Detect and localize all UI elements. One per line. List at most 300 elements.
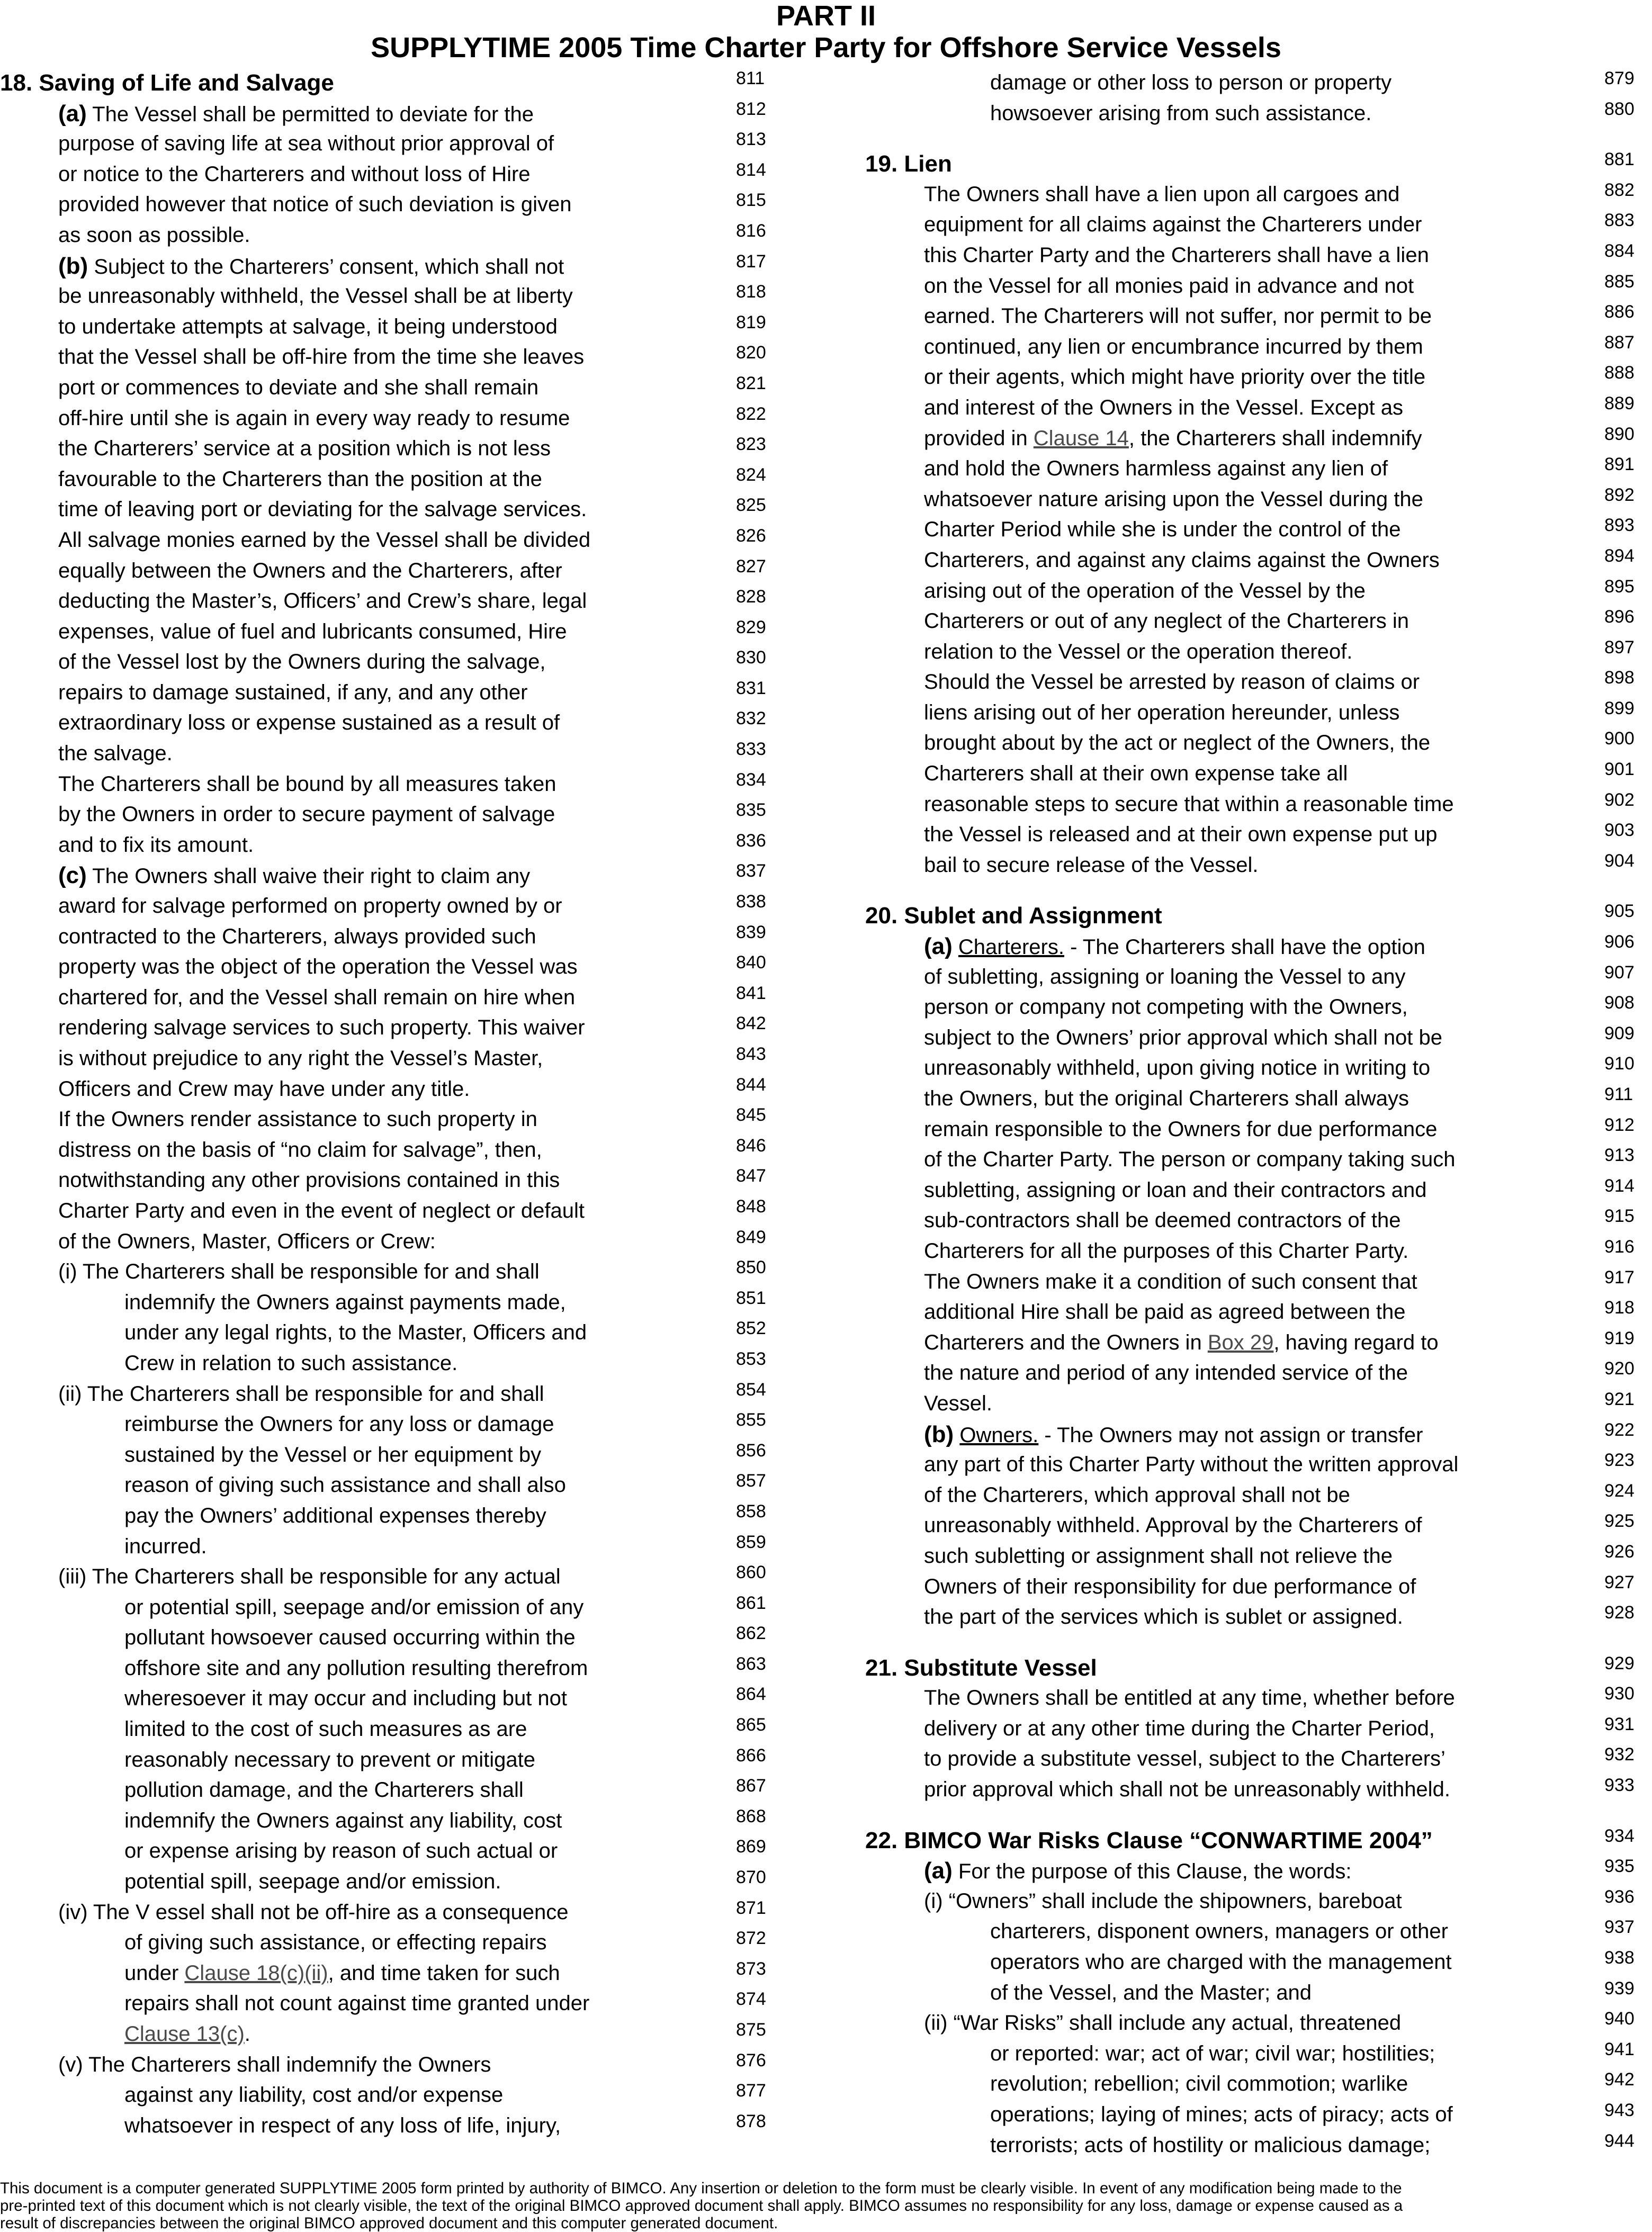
line-body: continued, any lien or encumbrance incurred by them xyxy=(924,335,1423,358)
line-text xyxy=(124,1440,541,1471)
line-number: 905 xyxy=(1604,901,1635,922)
text-line xyxy=(0,281,773,312)
text-line xyxy=(863,759,1652,789)
clause-reference-link[interactable]: Clause 13(c) xyxy=(124,2022,245,2046)
text-line xyxy=(863,606,1652,637)
line-number: 922 xyxy=(1604,1419,1635,1440)
line-number: 859 xyxy=(736,1532,766,1552)
text-line xyxy=(0,1684,773,1714)
line-text xyxy=(924,789,1454,820)
line-text xyxy=(924,931,1425,963)
line-text xyxy=(924,1714,1435,1744)
line-text xyxy=(124,1745,535,1776)
line-body: incurred. xyxy=(124,1534,207,1558)
line-body: delivery or at any other time during the Charter Period, xyxy=(924,1716,1435,1740)
line-text xyxy=(924,962,1406,993)
subclause-label: (a) xyxy=(924,1858,953,1884)
text-line xyxy=(0,1074,773,1105)
line-body: on the Vessel for all monies paid in advance and not xyxy=(924,274,1414,298)
line-text xyxy=(124,1501,546,1532)
line-body: unreasonably withheld, upon giving notice in writing to xyxy=(924,1056,1431,1080)
footer-disclaimer xyxy=(0,2180,1652,2232)
line-body: Charter Period while she is under the control of the xyxy=(924,518,1401,542)
text-line xyxy=(0,1227,773,1257)
text-line xyxy=(0,1043,773,1074)
underlined-term: Charterers. xyxy=(958,935,1064,959)
line-text xyxy=(990,1978,1312,2009)
line-body: distress on the basis of “no claim for salvage”, then, xyxy=(58,1138,542,1162)
line-body: as soon as possible. xyxy=(58,223,250,247)
line-number: 903 xyxy=(1604,820,1635,841)
line-number: 919 xyxy=(1604,1328,1635,1348)
text-line xyxy=(0,1714,773,1745)
text-line xyxy=(863,362,1652,393)
line-text xyxy=(865,1653,1097,1684)
text-line xyxy=(0,1135,773,1166)
line-text xyxy=(58,830,254,861)
line-text xyxy=(924,1328,1439,1358)
text-line xyxy=(863,1744,1652,1775)
line-body: For the purpose of this Clause, the words: xyxy=(958,1860,1352,1884)
line-text xyxy=(58,494,587,525)
line-text xyxy=(924,1886,1402,1917)
line-body: The Vessel shall be permitted to deviate for the xyxy=(92,102,534,126)
line-number: 941 xyxy=(1604,2039,1635,2059)
line-number: 813 xyxy=(736,129,766,150)
line-text xyxy=(990,2039,1435,2069)
line-body: time of leaving port or deviating for the salvage services. xyxy=(58,498,587,521)
line-number: 816 xyxy=(736,220,766,241)
line-number: 910 xyxy=(1604,1054,1635,1074)
line-body: the Charterers’ service at a position which is not less xyxy=(58,437,551,461)
line-text xyxy=(124,1318,587,1348)
line-number: 939 xyxy=(1604,1978,1635,1999)
text-line xyxy=(863,1856,1652,1886)
line-text xyxy=(58,556,562,587)
line-text xyxy=(924,2008,1401,2039)
line-number: 818 xyxy=(736,282,766,302)
line-text xyxy=(990,2130,1430,2161)
text-line xyxy=(0,373,773,403)
text-line xyxy=(0,129,773,159)
text-line xyxy=(0,2080,773,2111)
clause-reference-link[interactable]: Box 29 xyxy=(1207,1330,1274,1354)
line-number: 862 xyxy=(736,1623,766,1644)
text-line xyxy=(863,1175,1652,1206)
line-number: 833 xyxy=(736,739,766,760)
line-text xyxy=(58,647,546,678)
text-line xyxy=(863,1602,1652,1633)
line-body: The Owners shall waive their right to claim any xyxy=(92,865,531,888)
text-line xyxy=(863,210,1652,240)
text-line xyxy=(863,1683,1652,1714)
text-line xyxy=(863,332,1652,363)
line-number: 849 xyxy=(736,1227,766,1247)
line-number: 843 xyxy=(736,1044,766,1064)
line-text xyxy=(124,1836,558,1867)
line-number: 888 xyxy=(1604,363,1635,383)
line-number: 933 xyxy=(1604,1775,1635,1796)
line-number: 827 xyxy=(736,556,766,577)
line-text xyxy=(924,454,1388,484)
text-line xyxy=(0,2019,773,2050)
line-text xyxy=(124,1775,524,1806)
line-text xyxy=(990,98,1371,129)
line-number: 832 xyxy=(736,708,766,729)
line-text xyxy=(58,769,556,800)
text-line xyxy=(0,1928,773,1958)
line-text xyxy=(924,820,1438,850)
line-text xyxy=(924,1389,992,1419)
line-number: 865 xyxy=(736,1715,766,1735)
line-number: 855 xyxy=(736,1410,766,1430)
text-line xyxy=(0,98,773,129)
text-line xyxy=(863,271,1652,302)
line-body: provided in xyxy=(924,426,1034,450)
text-line xyxy=(863,301,1652,332)
line-text xyxy=(924,1510,1422,1541)
line-text xyxy=(124,1867,501,1897)
line-body: Charterers or out of any neglect of the Charterers in xyxy=(924,609,1409,633)
line-text xyxy=(924,545,1440,576)
text-line xyxy=(0,1440,773,1471)
line-number: 917 xyxy=(1604,1267,1635,1288)
line-body: and to fix its amount. xyxy=(58,833,254,857)
text-line xyxy=(0,403,773,434)
line-number: 926 xyxy=(1604,1541,1635,1562)
line-body: prior approval which shall not be unreasonably withheld. xyxy=(924,1778,1450,1802)
line-body: any part of this Charter Party without the written approval xyxy=(924,1453,1459,1477)
text-line xyxy=(863,393,1652,424)
line-text xyxy=(924,1856,1352,1887)
line-text xyxy=(924,1775,1450,1805)
line-text xyxy=(58,98,534,130)
line-body: under any legal rights, to the Master, Officers and xyxy=(124,1321,587,1345)
line-body: The Owners make it a condition of such consent that xyxy=(924,1270,1417,1293)
line-body: of the Charter Party. The person or company taking such xyxy=(924,1148,1456,1172)
line-text xyxy=(924,240,1429,271)
line-body: potential spill, seepage and/or emission. xyxy=(124,1870,501,1894)
line-text xyxy=(58,678,527,708)
line-number: 924 xyxy=(1604,1480,1635,1501)
text-line xyxy=(0,586,773,617)
line-body: Charterers and the Owners in xyxy=(924,1330,1208,1354)
line-text xyxy=(924,393,1403,424)
line-body-continued: - The Charterers shall have the option xyxy=(1064,935,1425,959)
text-line xyxy=(0,1288,773,1318)
text-line xyxy=(863,1205,1652,1236)
line-number: 811 xyxy=(736,68,765,88)
line-number: 890 xyxy=(1604,424,1635,444)
line-body: of giving such assistance, or effecting repairs xyxy=(124,1931,547,1955)
line-number: 819 xyxy=(736,312,766,332)
line-body: or expense arising by reason of such actual or xyxy=(124,1839,558,1863)
text-line xyxy=(0,1867,773,1897)
text-line xyxy=(0,799,773,830)
line-body: indemnify the Owners against payments made, xyxy=(124,1290,566,1314)
text-line xyxy=(0,1379,773,1410)
line-number: 928 xyxy=(1604,1603,1635,1623)
line-text xyxy=(58,922,536,952)
text-line xyxy=(0,1348,773,1379)
clause-reference-link[interactable]: Clause 18(c)(ii) xyxy=(184,1961,328,1985)
line-number: 851 xyxy=(736,1288,766,1308)
line-number: 900 xyxy=(1604,728,1635,749)
text-line xyxy=(863,1419,1652,1450)
line-body: notwithstanding any other provisions contained in this xyxy=(58,1168,560,1192)
line-text xyxy=(990,2069,1408,2100)
line-body: operations; laying of mines; acts of piracy; acts of xyxy=(990,2103,1453,2126)
text-line xyxy=(0,1897,773,1928)
line-text xyxy=(124,2019,250,2050)
line-number: 853 xyxy=(736,1348,766,1369)
line-number: 944 xyxy=(1604,2130,1635,2151)
line-body: against any liability, cost and/or expense xyxy=(124,2083,504,2107)
text-line xyxy=(0,769,773,800)
line-number: 837 xyxy=(736,861,766,881)
line-body: Officers and Crew may have under any title. xyxy=(58,1077,470,1101)
line-number: 838 xyxy=(736,892,766,912)
line-text xyxy=(865,1825,1433,1856)
line-body: Charterers shall at their own expense take all xyxy=(924,762,1348,786)
text-line xyxy=(0,678,773,708)
text-line xyxy=(0,1958,773,1989)
line-body: this Charter Party and the Charterers shall have a lien xyxy=(924,243,1429,267)
line-text xyxy=(58,1227,436,1257)
text-line xyxy=(0,1592,773,1623)
line-text xyxy=(58,190,571,220)
line-text xyxy=(990,68,1391,98)
line-number: 927 xyxy=(1604,1572,1635,1592)
text-line xyxy=(0,1562,773,1592)
line-body: the salvage. xyxy=(58,742,173,766)
line-text xyxy=(924,667,1420,698)
line-number: 854 xyxy=(736,1379,766,1400)
line-body: liens arising out of her operation hereunder, unless xyxy=(924,700,1400,724)
line-text xyxy=(924,1358,1408,1389)
line-body: howsoever arising from such assistance. xyxy=(990,101,1372,125)
line-text xyxy=(58,983,575,1013)
line-number: 898 xyxy=(1604,668,1635,688)
line-number: 847 xyxy=(736,1166,766,1186)
line-body: by the Owners in order to secure payment of salvage xyxy=(58,803,555,826)
line-number: 886 xyxy=(1604,302,1635,322)
line-number: 844 xyxy=(736,1074,766,1095)
line-body: rendering salvage services to such property. This waiver xyxy=(58,1016,585,1040)
line-body: or their agents, which might have priority over the title xyxy=(924,365,1426,389)
line-body: 22. BIMCO War Risks Clause “CONWARTIME 2004” xyxy=(865,1827,1433,1853)
line-text xyxy=(924,1175,1426,1206)
text-line xyxy=(863,1714,1652,1744)
text-line xyxy=(863,424,1652,454)
line-text xyxy=(58,312,558,343)
line-body: port or commences to deviate and she shall remain xyxy=(58,375,539,399)
line-text xyxy=(924,210,1422,240)
line-number: 884 xyxy=(1604,240,1635,261)
line-body: Owners of their responsibility for due performance of xyxy=(924,1574,1416,1598)
text-line xyxy=(0,1836,773,1867)
text-line xyxy=(863,1328,1652,1358)
line-body: (ii) The Charterers shall be responsible for and shall xyxy=(58,1382,544,1406)
line-text xyxy=(58,708,560,739)
line-body: award for salvage performed on property owned by or xyxy=(58,894,562,918)
line-body: (ii) “War Risks” shall include any actual, threatened xyxy=(924,2011,1402,2035)
line-text xyxy=(58,373,538,403)
clause-reference-link[interactable]: Clause 14 xyxy=(1033,426,1129,450)
line-text xyxy=(58,251,564,283)
text-line xyxy=(863,2069,1652,2100)
line-text xyxy=(924,606,1409,637)
text-line xyxy=(863,789,1652,820)
line-text xyxy=(58,281,573,312)
line-text xyxy=(924,1572,1416,1603)
line-number: 871 xyxy=(736,1897,766,1918)
line-text xyxy=(124,1928,546,1958)
line-body: sustained by the Vessel or her equipment by xyxy=(124,1443,542,1466)
text-line xyxy=(0,220,773,251)
line-text xyxy=(924,1084,1409,1114)
text-line xyxy=(863,1510,1652,1541)
line-number: 901 xyxy=(1604,759,1635,780)
line-body: Charterers, and against any claims against the Owners xyxy=(924,548,1440,572)
line-body: Charter Party and even in the event of neglect or default xyxy=(58,1199,585,1222)
text-line xyxy=(0,983,773,1013)
line-text xyxy=(924,1602,1403,1633)
line-text xyxy=(124,1714,527,1745)
text-line xyxy=(863,1358,1652,1389)
line-text xyxy=(924,1450,1458,1480)
text-line xyxy=(863,1084,1652,1114)
line-text xyxy=(924,515,1401,545)
line-text xyxy=(124,1470,566,1501)
line-number: 823 xyxy=(736,434,766,455)
line-body: (i) The Charterers shall be responsible for and shall xyxy=(58,1260,540,1284)
line-number: 942 xyxy=(1604,2069,1635,2090)
text-line xyxy=(0,2111,773,2141)
text-line xyxy=(863,1389,1652,1419)
line-text xyxy=(58,2050,491,2081)
line-number: 908 xyxy=(1604,993,1635,1013)
text-line xyxy=(863,240,1652,271)
text-line xyxy=(0,952,773,983)
line-body: chartered for, and the Vessel shall remain on hire when xyxy=(58,985,576,1009)
footer-line: This document is a computer generated SUPPLYTIME 2005 form printed by authority of BIMCO. Any insertion or deletion to the form must be clearly visible. In event of any modification being made to the xyxy=(0,2180,1402,2197)
line-body: The Owners shall have a lien upon all cargoes and xyxy=(924,182,1400,206)
line-body-continued: , and time taken for such xyxy=(328,1961,560,1985)
line-body: extraordinary loss or expense sustained as a result of xyxy=(58,711,560,735)
line-text xyxy=(924,576,1366,607)
line-text xyxy=(58,434,551,464)
line-body: indemnify the Owners against any liability, cost xyxy=(124,1808,562,1832)
line-body: 18. Saving of Life and Salvage xyxy=(0,70,334,96)
line-body: (i) “Owners” shall include the shipowners, bareboat xyxy=(924,1889,1402,1913)
text-line xyxy=(863,1541,1652,1572)
line-text xyxy=(924,759,1348,789)
line-number: 904 xyxy=(1604,850,1635,871)
line-text xyxy=(0,68,334,98)
line-number: 902 xyxy=(1604,789,1635,810)
line-body: is without prejudice to any right the Vessel’s Master, xyxy=(58,1047,543,1070)
subclause-label: (b) xyxy=(58,253,88,279)
text-line xyxy=(863,1480,1652,1511)
line-body: Charterers for all the purposes of this Charter Party. xyxy=(924,1239,1409,1263)
line-text xyxy=(58,860,530,892)
line-body: off-hire until she is again in every way ready to resume xyxy=(58,406,570,430)
line-body: brought about by the act or neglect of the Owners, the xyxy=(924,731,1431,755)
line-body: 21. Substitute Vessel xyxy=(865,1654,1097,1681)
line-text xyxy=(58,1196,585,1227)
line-body: whatsoever nature arising upon the Vessel during the xyxy=(924,487,1423,511)
line-body: revolution; rebellion; civil commotion; warlike xyxy=(990,2072,1408,2096)
text-line xyxy=(863,1886,1652,1917)
line-text xyxy=(58,1257,540,1288)
line-text xyxy=(124,1623,576,1653)
line-body: pollutant howsoever caused occurring within the xyxy=(124,1626,576,1650)
line-body: reimburse the Owners for any loss or damage xyxy=(124,1412,554,1436)
text-line xyxy=(863,484,1652,515)
line-number: 874 xyxy=(736,1989,766,2010)
line-number: 877 xyxy=(736,2081,766,2101)
line-text xyxy=(924,1744,1446,1775)
footer-line: pre-printed text of this document which is not clearly visible, the text of the original BIMCO approved document shall apply. BIMCO assumes no responsibility for any loss, damage or expense caused as a xyxy=(0,2197,1403,2215)
line-number: 869 xyxy=(736,1837,766,1857)
line-body: reasonable steps to secure that within a reasonable time xyxy=(924,792,1454,816)
line-number: 883 xyxy=(1604,210,1635,231)
line-body: be unreasonably withheld, the Vessel shall be at liberty xyxy=(58,284,573,308)
line-number: 909 xyxy=(1604,1023,1635,1043)
line-text xyxy=(124,1958,560,1989)
line-number: 879 xyxy=(1604,68,1635,88)
line-body: (iv) The V essel shall not be off-hire as a consequence xyxy=(58,1900,569,1924)
line-number: 925 xyxy=(1604,1511,1635,1532)
line-number: 861 xyxy=(736,1592,766,1613)
line-number: 820 xyxy=(736,343,766,363)
line-number: 940 xyxy=(1604,2009,1635,2029)
text-line xyxy=(0,1165,773,1196)
line-body: the nature and period of any intended service of the xyxy=(924,1361,1408,1385)
line-text xyxy=(924,332,1423,363)
line-text xyxy=(924,1541,1393,1572)
text-line xyxy=(863,576,1652,607)
text-line xyxy=(863,1023,1652,1054)
line-body: or reported: war; act of war; civil war; hostilities; xyxy=(990,2041,1435,2065)
line-number: 825 xyxy=(736,495,766,516)
line-body: additional Hire shall be paid as agreed between the xyxy=(924,1300,1406,1324)
line-body: the Vessel is released and at their own expense put up xyxy=(924,823,1438,847)
text-line xyxy=(0,1318,773,1348)
line-text xyxy=(865,901,1162,931)
line-body: repairs to damage sustained, if any, and any other xyxy=(58,680,528,704)
line-number: 920 xyxy=(1604,1358,1635,1379)
text-line xyxy=(0,647,773,678)
clause-heading xyxy=(863,1653,1652,1684)
line-number: 856 xyxy=(736,1440,766,1461)
text-line xyxy=(0,922,773,952)
text-line xyxy=(0,312,773,343)
line-number: 828 xyxy=(736,587,766,607)
subclause-label: (a) xyxy=(58,100,87,127)
line-body: Crew in relation to such assistance. xyxy=(124,1351,458,1375)
text-line xyxy=(0,1806,773,1837)
line-text xyxy=(924,698,1399,728)
line-text xyxy=(924,424,1422,454)
text-line xyxy=(863,1053,1652,1084)
underlined-term: Owners. xyxy=(959,1423,1039,1447)
line-body: sub-contractors shall be deemed contractors of the xyxy=(924,1209,1401,1232)
line-text xyxy=(58,342,584,373)
line-text xyxy=(58,525,590,556)
line-text xyxy=(124,1988,589,2019)
